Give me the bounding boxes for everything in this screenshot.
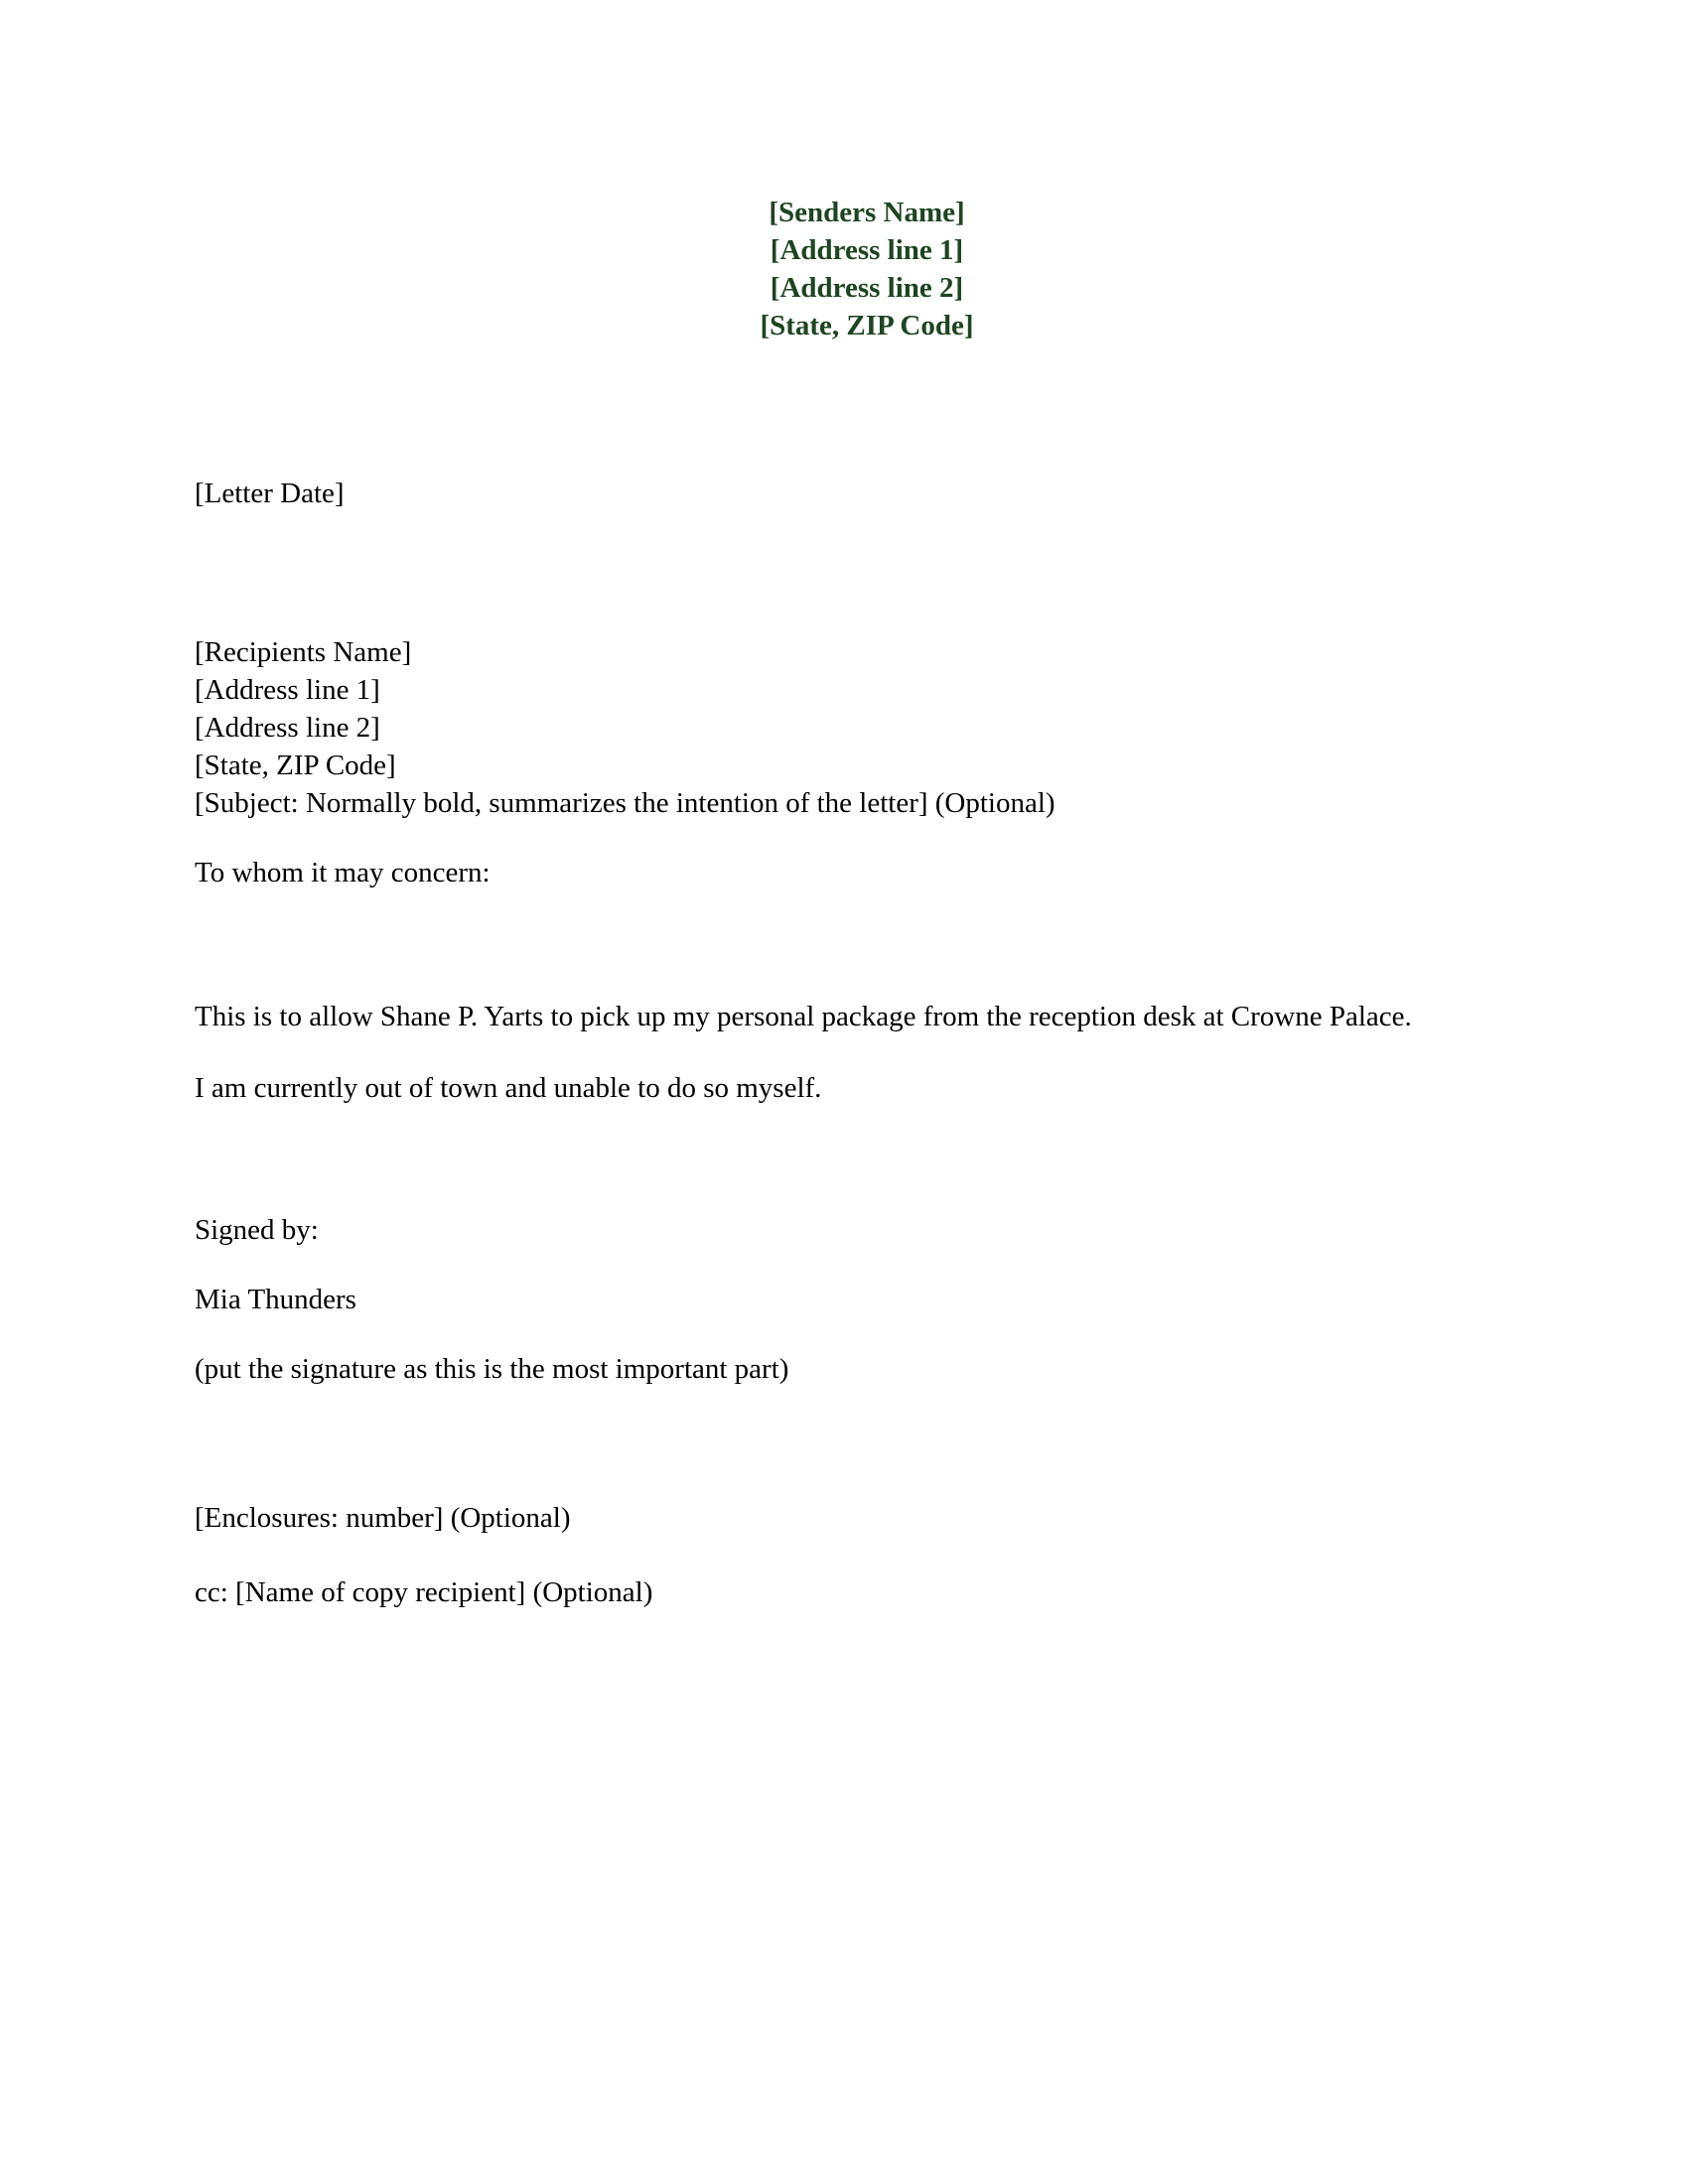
sender-address-block — [195, 194, 1539, 344]
sender-state-zip-line: [State, ZIP Code] — [760, 310, 974, 341]
body-paragraph-authorization: This is to allow Shane P. Yarts to pick up my personal package from the reception desk at Crowne Palace. — [195, 1001, 1412, 1032]
body-paragraph-reason: I am currently out of town and unable to do so myself. — [195, 1072, 822, 1104]
signature-note: (put the signature as this is the most important part) — [195, 1353, 789, 1385]
cc-line: cc: [Name of copy recipient] (Optional) — [195, 1576, 653, 1608]
recipient-address-line-2: [Address line 2] — [195, 712, 380, 744]
subject-line: [Subject: Normally bold, summarizes the intention of the letter] (Optional) — [195, 787, 1055, 819]
sender-address-line-1: [Address line 1] — [770, 234, 964, 266]
recipient-address-line-1: [Address line 1] — [195, 674, 380, 706]
recipient-address-block — [195, 633, 1539, 822]
enclosures-line: [Enclosures: number] (Optional) — [195, 1502, 571, 1534]
signed-by-label: Signed by: — [195, 1214, 319, 1246]
recipient-name-line: [Recipients Name] — [195, 636, 412, 668]
salutation: To whom it may concern: — [195, 857, 491, 888]
recipient-state-zip-line: [State, ZIP Code] — [195, 750, 396, 781]
sender-address-line-2: [Address line 2] — [770, 272, 964, 304]
letter-date: [Letter Date] — [195, 478, 345, 509]
sender-name-line: [Senders Name] — [769, 197, 965, 228]
signer-name: Mia Thunders — [195, 1284, 356, 1315]
